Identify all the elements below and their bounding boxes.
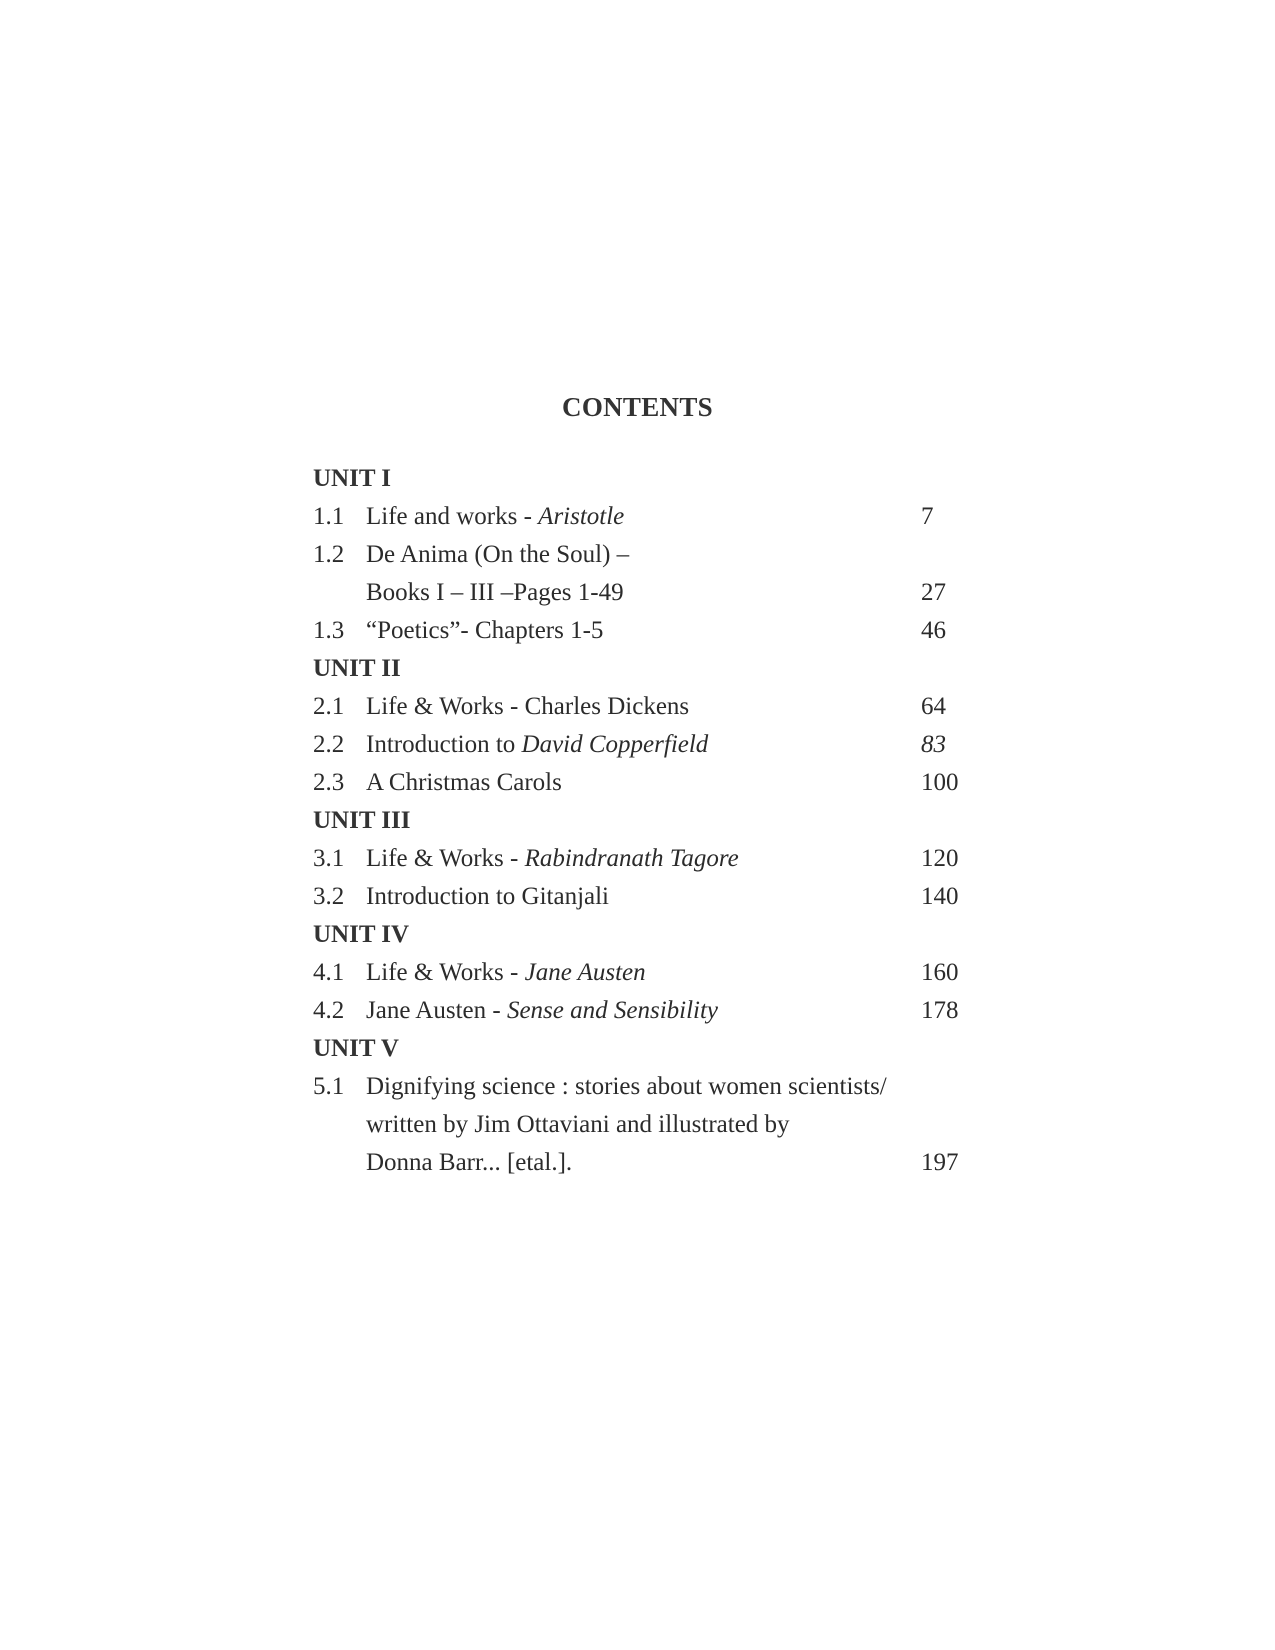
entry-title-plain: Dignifying science : stories about women scientists/ [366,1073,887,1100]
entry-title-italic: Jane Austen [524,959,646,986]
unit-heading: UNIT V [313,1035,399,1062]
entry-page-number: 197 [921,1149,959,1176]
toc-entry-line [313,1068,973,1106]
entry-page-number: 27 [921,579,946,606]
entry-page-number: 178 [921,997,959,1024]
toc-entry-line [313,764,973,802]
toc-entry-line [313,498,973,536]
toc-entry-line [313,574,973,612]
toc-entry-line [313,688,973,726]
toc-entry-line [313,612,973,650]
entry-page-number: 140 [921,883,959,910]
unit-heading: UNIT I [313,465,392,492]
entry-title-plain: Introduction to Gitanjali [366,883,610,910]
entry-page-number: 7 [921,503,934,530]
entry-number: 1.2 [313,541,345,568]
entry-number: 2.2 [313,731,345,758]
entry-title-plain: Life and works - [366,503,539,530]
entry-title [366,726,708,764]
entry-page-number: 64 [921,693,946,720]
entry-title-plain: “Poetics”- Chapters 1-5 [366,617,604,644]
entry-title [366,764,562,802]
entry-title-italic: Sense and Sensibility [506,997,719,1024]
unit-heading: UNIT II [313,655,401,682]
table-of-contents [313,460,973,1182]
entry-number: 1.3 [313,617,345,644]
entry-title-italic: David Copperfield [521,731,709,758]
toc-entry-line [313,878,973,916]
entry-number: 5.1 [313,1073,345,1100]
entry-title-plain: Life & Works - [366,959,525,986]
entry-title-italic: Aristotle [538,503,625,530]
entry-page-number: 83 [921,731,946,758]
entry-title-italic: Rabindranath Tagore [524,845,739,872]
entry-page-number: 46 [921,617,946,644]
entry-title-plain: Life & Works - Charles Dickens [366,693,690,720]
entry-title-plain: Jane Austen - [366,997,507,1024]
entry-title [366,840,739,878]
toc-entry-line [313,536,973,574]
entry-title [366,1068,887,1106]
entry-title [366,954,646,992]
entry-title [366,498,624,536]
entry-title [366,878,609,916]
entry-title-plain: Donna Barr... [etal.]. [366,1149,573,1176]
toc-entry-line [313,1106,973,1144]
entry-title [366,612,603,650]
entry-title-plain: Life & Works - [366,845,525,872]
entry-title-plain: Books I – III –Pages 1-49 [366,579,624,606]
entry-number: 1.1 [313,503,345,530]
entry-title [366,574,624,612]
entry-title-plain: written by Jim Ottaviani and illustrated by [366,1111,790,1138]
entry-number: 3.2 [313,883,345,910]
unit-heading: UNIT III [313,807,411,834]
entry-title [366,688,689,726]
entry-number: 4.1 [313,959,345,986]
entry-number: 4.2 [313,997,345,1024]
entry-page-number: 100 [921,769,959,796]
toc-entry-line [313,840,973,878]
entry-number: 3.1 [313,845,345,872]
toc-entry-line [313,726,973,764]
toc-entry-line [313,1144,973,1182]
entry-title [366,992,718,1030]
entry-title-plain: De Anima (On the Soul) – [366,541,630,568]
entry-title-plain: A Christmas Carols [366,769,562,796]
entry-page-number: 120 [921,845,959,872]
entry-title [366,1144,572,1182]
entry-page-number: 160 [921,959,959,986]
entry-title [366,1106,790,1144]
entry-number: 2.1 [313,693,345,720]
toc-entry-line [313,954,973,992]
entry-number: 2.3 [313,769,345,796]
entry-title-plain: Introduction to [366,731,522,758]
toc-entry-line [313,992,973,1030]
entry-title [366,536,629,574]
unit-heading: UNIT IV [313,921,410,948]
page-title: CONTENTS [562,392,713,422]
